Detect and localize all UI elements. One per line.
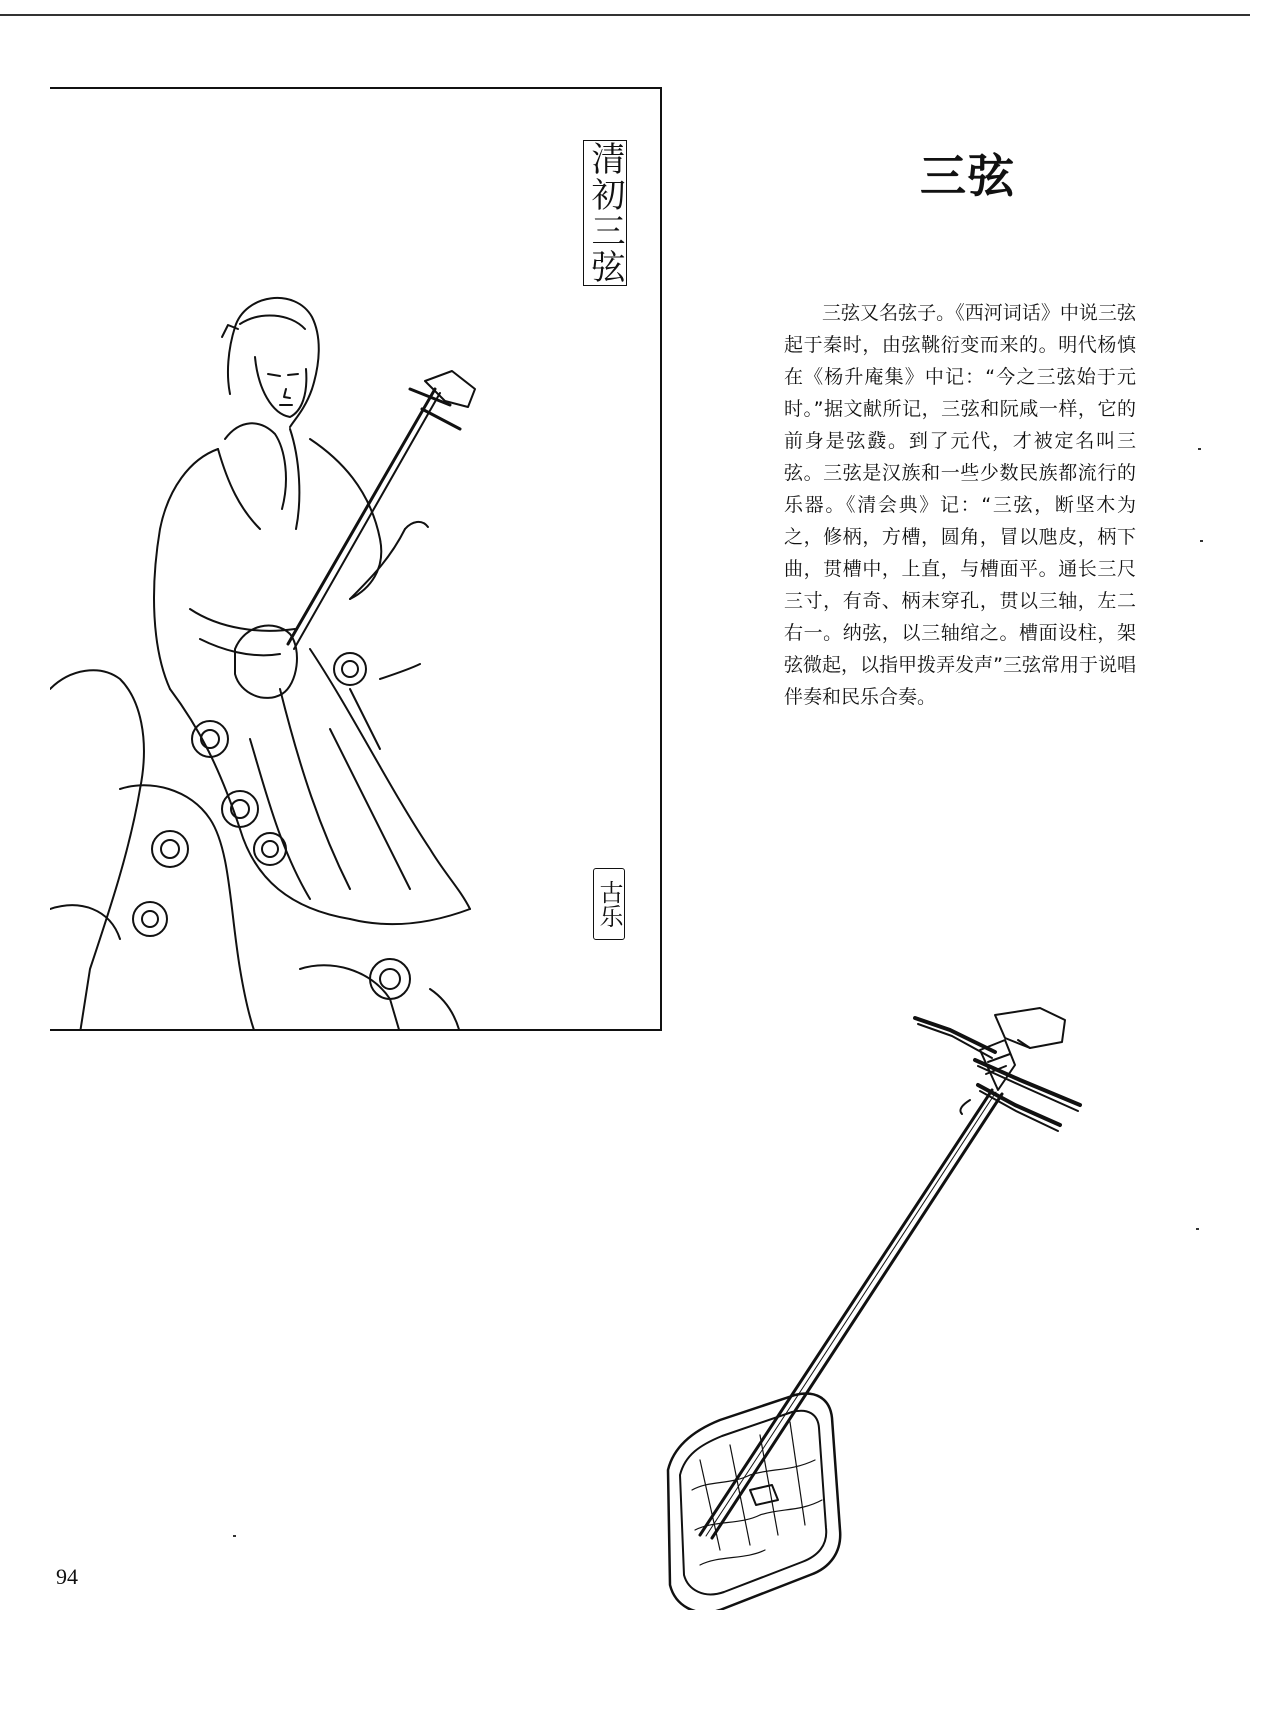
body-text: 三弦又名弦子。《西河词话》中说三弦起于秦时，由弦鞉衍变而来的。明代杨慎在《杨升庵集》中记：“今之三弦始于元时。”据文献所记，三弦和阮咸一样，它的前身是弦鼗。到了元代，才被定名叫三弦。三弦是汉族和一些少数民族都流行的乐器。《清会典》记：“三弦，断坚木为之，修柄，方槽，圆角，冒以虺皮，柄下曲，贯槽中，上直，与槽面平。通长三尺三寸，有奇、柄末穿孔，贯以三轴，左二右一。纳弦，以三轴绾之。槽面设柱，架弦微起，以指甲拨弄发声”三弦常用于说唱伴奏和民乐合奏。	[784, 302, 1136, 708]
print-speck	[1200, 540, 1203, 542]
page-title: 三弦	[920, 149, 1016, 203]
print-speck	[233, 1535, 236, 1537]
page-number: 94	[56, 1564, 78, 1589]
print-speck	[1196, 1228, 1199, 1230]
sanxian-instrument-drawing	[600, 990, 1100, 1610]
illustration-frame	[50, 87, 662, 1031]
print-speck	[1198, 448, 1201, 450]
woman-playing-sanxian-illustration	[50, 89, 662, 1031]
top-rule	[0, 14, 1250, 16]
artist-seal: 古乐	[593, 868, 625, 940]
illustration-caption: 清初三弦	[585, 141, 625, 285]
